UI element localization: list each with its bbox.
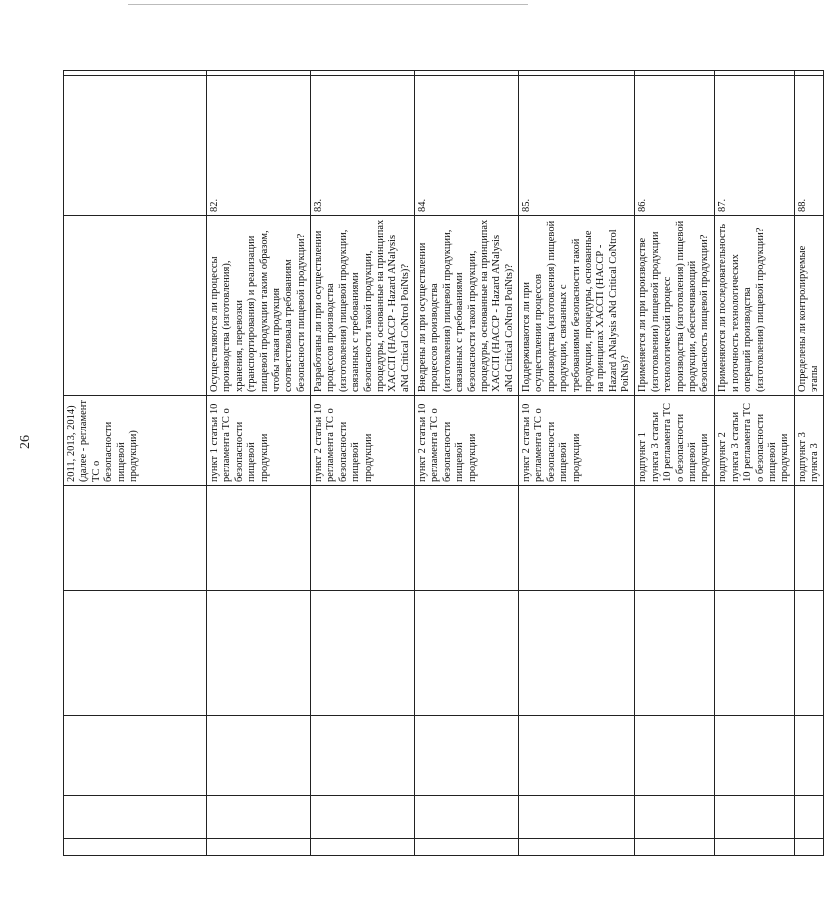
blank-cell: [794, 71, 824, 76]
blank-cell: [64, 216, 207, 396]
blank-cell: [635, 486, 715, 591]
blank-cell: [311, 796, 415, 839]
blank-cell: [415, 716, 519, 796]
question-cell: Осуществляются ли процессы производства (изготовления), хранения, перевозки (транспортирования) и реализации пищевой продукции таким образом, чтобы такая продукция соответствовала требованиям безопасности пищевой продукции?: [207, 216, 311, 396]
reference-cell: пункт 2 статьи 10 регламента ТС о безопасности пищевой продукции: [415, 396, 519, 486]
table-row: [311, 71, 415, 856]
blank-cell: [635, 71, 715, 76]
question-cell: Разработаны ли при осуществлении процессов производства (изготовления) пищевой продукции, связанных с требованиями безопасности такой продукции, процедуры, основанные на принципах ХАССП (НАССР - Hazard ANalysis aNd Critical CoNtrol PoiNts)?: [311, 216, 415, 396]
blank-cell: [519, 71, 635, 76]
table-row: [207, 71, 311, 856]
blank-cell: [311, 486, 415, 591]
reference-cell: пункт 2 статьи 10 регламента ТС о безопасности пищевой продукции: [311, 396, 415, 486]
blank-cell: [64, 796, 207, 839]
blank-cell: [794, 486, 824, 591]
blank-cell: [715, 716, 794, 796]
scan-edge-line: [128, 4, 528, 5]
reference-cell: пункт 2 статьи 10 регламента ТС о безопасности пищевой продукции: [519, 396, 635, 486]
blank-cell: [794, 839, 824, 856]
blank-cell: [635, 796, 715, 839]
blank-cell: [207, 716, 311, 796]
question-cell: Поддерживаются ли при осуществлении процессов производства (изготовления) пищевой продукции, связанных с требованиями безопасности такой продукции, процедуры, основанные на принципах ХАССП (НАССР - Hazard ANalysis aNd Critical CoNtrol PoiNts)?: [519, 216, 635, 396]
blank-cell: [64, 839, 207, 856]
question-cell: Применяется ли при производстве (изготовлении) пищевой продукции технологический процесс производства (изготовления) пищевой продукции, обеспечивающий безопасность пищевой продукции?: [635, 216, 715, 396]
blank-cell: [519, 716, 635, 796]
blank-cell: [311, 591, 415, 716]
question-cell: Определены ли контролируемые этапы: [794, 216, 824, 396]
blank-cell: [715, 591, 794, 716]
table-row: [794, 71, 824, 856]
blank-cell: [415, 591, 519, 716]
blank-cell: [415, 839, 519, 856]
reference-cell: пункт 1 статьи 10 регламента ТС о безопасности пищевой продукции: [207, 396, 311, 486]
row-number: 83.: [311, 76, 415, 216]
row-number: 82.: [207, 76, 311, 216]
blank-cell: [64, 71, 207, 76]
blank-cell: [794, 796, 824, 839]
blank-cell: [635, 591, 715, 716]
question-cell: Применяются ли последовательность и поточность технологических операций производства (изготовления) пищевой продукции?: [715, 216, 794, 396]
blank-cell: [311, 71, 415, 76]
blank-cell: [715, 839, 794, 856]
question-cell: Внедрены ли при осуществлении процессов производства (изготовления) пищевой продукции, связанных с требованиями безопасности такой продукции, процедуры, основанные на принципах ХАССП (НАССР - Hazard ANalysis aNd Critical CoNtrol PoiNts)?: [415, 216, 519, 396]
blank-cell: [519, 796, 635, 839]
reference-cell: 2011, 2013, 2014) (далее - регламент ТС о безопасности пищевой продукции): [64, 396, 207, 486]
blank-cell: [519, 591, 635, 716]
blank-cell: [519, 839, 635, 856]
blank-cell: [415, 71, 519, 76]
row-number: 84.: [415, 76, 519, 216]
page-number: 26: [18, 435, 33, 449]
blank-cell: [519, 486, 635, 591]
blank-cell: [207, 839, 311, 856]
row-number: 86.: [635, 76, 715, 216]
table-row: [519, 71, 635, 856]
blank-cell: [794, 591, 824, 716]
table-row-continuation: [64, 71, 207, 856]
table-row: [715, 71, 794, 856]
checklist-table: [63, 70, 824, 856]
rotated-table-wrapper: [63, 71, 820, 856]
blank-cell: [64, 486, 207, 591]
row-number: 88.: [794, 76, 824, 216]
blank-cell: [207, 71, 311, 76]
blank-cell: [415, 486, 519, 591]
blank-cell: [207, 796, 311, 839]
blank-cell: [311, 839, 415, 856]
table-row: [635, 71, 715, 856]
table-row: [415, 71, 519, 856]
row-number: 85.: [519, 76, 635, 216]
reference-cell: подпункт 2 пункта 3 статьи 10 регламента ТС о безопасности пищевой продукции: [715, 396, 794, 486]
blank-cell: [415, 796, 519, 839]
reference-cell: подпункт 1 пункта 3 статьи 10 регламента ТС о безопасности пищевой продукции: [635, 396, 715, 486]
blank-cell: [635, 839, 715, 856]
blank-cell: [635, 716, 715, 796]
blank-cell: [715, 71, 794, 76]
blank-cell: [64, 591, 207, 716]
blank-cell: [64, 716, 207, 796]
blank-cell: [311, 716, 415, 796]
blank-cell: [715, 486, 794, 591]
blank-cell: [64, 76, 207, 216]
blank-cell: [715, 796, 794, 839]
blank-cell: [794, 716, 824, 796]
reference-cell: подпункт 3 пункта 3: [794, 396, 824, 486]
row-number: 87.: [715, 76, 794, 216]
blank-cell: [207, 486, 311, 591]
blank-cell: [207, 591, 311, 716]
